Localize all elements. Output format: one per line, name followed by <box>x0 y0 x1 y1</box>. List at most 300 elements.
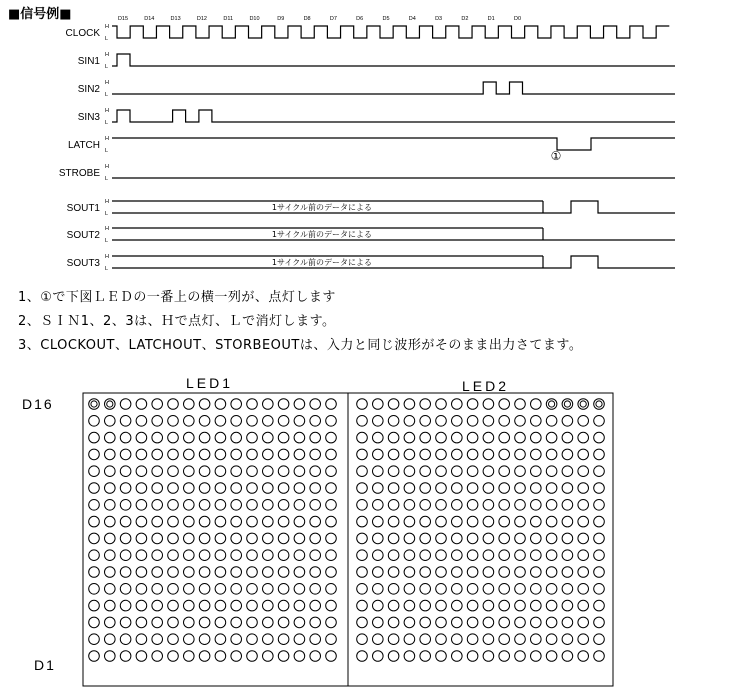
led <box>294 550 305 561</box>
led <box>373 567 384 578</box>
led <box>467 483 478 494</box>
level-high-label: H <box>105 136 109 142</box>
led <box>531 516 542 527</box>
led <box>247 567 258 578</box>
led <box>152 483 163 494</box>
led <box>483 584 494 595</box>
led <box>515 634 526 645</box>
led <box>152 516 163 527</box>
led <box>152 533 163 544</box>
led <box>357 416 368 427</box>
led <box>278 617 289 628</box>
led <box>89 533 100 544</box>
led <box>326 416 337 427</box>
led <box>562 634 573 645</box>
led <box>231 432 242 443</box>
led <box>215 466 226 477</box>
led <box>152 466 163 477</box>
led <box>263 500 274 511</box>
led <box>215 584 226 595</box>
led <box>184 483 195 494</box>
led2-panel-border <box>348 393 613 686</box>
led <box>499 533 510 544</box>
led <box>168 399 179 410</box>
led <box>184 449 195 460</box>
led <box>578 432 589 443</box>
led <box>199 617 210 628</box>
led <box>515 500 526 511</box>
level-high-label: H <box>105 80 109 86</box>
led <box>436 651 447 662</box>
led <box>499 432 510 443</box>
led <box>436 449 447 460</box>
led <box>483 533 494 544</box>
led <box>310 651 321 662</box>
led <box>578 634 589 645</box>
led <box>215 516 226 527</box>
led <box>562 449 573 460</box>
led <box>452 651 463 662</box>
level-high-label: H <box>105 108 109 114</box>
led <box>152 550 163 561</box>
clock-bit-label: D6 <box>356 16 364 22</box>
led <box>420 516 431 527</box>
led <box>546 651 557 662</box>
led <box>294 432 305 443</box>
led <box>89 617 100 628</box>
led <box>515 584 526 595</box>
led <box>420 399 431 410</box>
sin2-wave <box>112 82 675 94</box>
led <box>105 399 116 410</box>
led <box>294 617 305 628</box>
led <box>562 416 573 427</box>
led <box>247 550 258 561</box>
led <box>199 584 210 595</box>
led <box>483 416 494 427</box>
signal-label-clock: CLOCK <box>65 28 100 39</box>
led <box>578 399 589 410</box>
led <box>294 416 305 427</box>
led <box>263 416 274 427</box>
led <box>215 550 226 561</box>
led <box>467 533 478 544</box>
led <box>120 483 131 494</box>
led <box>199 533 210 544</box>
led <box>326 567 337 578</box>
led <box>152 600 163 611</box>
timing-diagram <box>0 0 740 280</box>
led <box>515 483 526 494</box>
led <box>499 567 510 578</box>
led <box>89 600 100 611</box>
led <box>278 634 289 645</box>
led <box>136 533 147 544</box>
led <box>326 634 337 645</box>
led <box>89 399 100 410</box>
led <box>168 449 179 460</box>
led <box>515 567 526 578</box>
led <box>89 449 100 460</box>
led <box>120 516 131 527</box>
led <box>247 533 258 544</box>
led <box>89 416 100 427</box>
led <box>562 500 573 511</box>
led <box>578 617 589 628</box>
led <box>388 533 399 544</box>
led <box>168 483 179 494</box>
d16-label: D16 <box>22 396 54 412</box>
clock-bit-label: D15 <box>117 16 129 22</box>
led <box>594 600 605 611</box>
led <box>199 651 210 662</box>
led <box>388 432 399 443</box>
led <box>120 567 131 578</box>
led <box>199 466 210 477</box>
led <box>531 550 542 561</box>
led <box>247 449 258 460</box>
led <box>120 399 131 410</box>
led <box>278 416 289 427</box>
led <box>420 533 431 544</box>
led <box>326 600 337 611</box>
led <box>215 483 226 494</box>
led <box>420 617 431 628</box>
led <box>373 432 384 443</box>
level-high-label: H <box>105 254 109 260</box>
led <box>515 550 526 561</box>
led <box>215 416 226 427</box>
led <box>404 432 415 443</box>
led <box>310 634 321 645</box>
led <box>136 567 147 578</box>
led <box>247 483 258 494</box>
level-low-label: L <box>105 92 109 98</box>
led <box>184 651 195 662</box>
led <box>404 516 415 527</box>
led <box>310 483 321 494</box>
led <box>531 584 542 595</box>
sin1-wave <box>112 54 675 66</box>
signal-label-strobe: STROBE <box>58 168 100 179</box>
led <box>499 399 510 410</box>
led <box>594 466 605 477</box>
led <box>388 500 399 511</box>
led <box>467 416 478 427</box>
led <box>247 416 258 427</box>
led <box>436 416 447 427</box>
led <box>278 432 289 443</box>
led <box>105 500 116 511</box>
led <box>388 550 399 561</box>
led <box>420 483 431 494</box>
led <box>294 634 305 645</box>
led <box>294 584 305 595</box>
led <box>357 567 368 578</box>
led <box>373 516 384 527</box>
led <box>420 449 431 460</box>
led <box>278 399 289 410</box>
led <box>263 399 274 410</box>
led <box>578 466 589 477</box>
level-low-label: L <box>105 36 109 42</box>
led <box>168 584 179 595</box>
led <box>483 483 494 494</box>
led <box>105 466 116 477</box>
led-lit-ring <box>549 401 555 407</box>
led <box>136 399 147 410</box>
led <box>373 617 384 628</box>
led <box>184 432 195 443</box>
led <box>105 634 116 645</box>
led <box>215 500 226 511</box>
led <box>420 432 431 443</box>
led <box>310 533 321 544</box>
led <box>247 466 258 477</box>
led <box>531 416 542 427</box>
led <box>231 416 242 427</box>
led <box>89 651 100 662</box>
level-high-label: H <box>105 24 109 30</box>
led <box>436 466 447 477</box>
led <box>357 550 368 561</box>
led <box>263 651 274 662</box>
led <box>388 416 399 427</box>
led <box>120 416 131 427</box>
led <box>105 550 116 561</box>
led <box>184 550 195 561</box>
level-low-label: L <box>105 176 109 182</box>
sout3-wave <box>543 256 675 268</box>
led <box>215 600 226 611</box>
led <box>578 449 589 460</box>
led <box>436 500 447 511</box>
led <box>326 483 337 494</box>
led <box>499 634 510 645</box>
led <box>404 600 415 611</box>
led <box>546 432 557 443</box>
led <box>136 449 147 460</box>
led <box>404 533 415 544</box>
led <box>231 533 242 544</box>
led <box>420 651 431 662</box>
led <box>152 449 163 460</box>
led <box>168 533 179 544</box>
led <box>531 399 542 410</box>
led <box>467 500 478 511</box>
signal-label-sout1: SOUT1 <box>66 203 100 214</box>
led <box>467 584 478 595</box>
led <box>136 432 147 443</box>
led <box>184 416 195 427</box>
led <box>263 600 274 611</box>
led <box>136 466 147 477</box>
led <box>578 516 589 527</box>
led <box>388 449 399 460</box>
led1-panel-border <box>83 393 348 686</box>
led <box>515 449 526 460</box>
led <box>357 584 368 595</box>
signal-label-sin1: SIN1 <box>77 56 100 67</box>
led <box>436 432 447 443</box>
led <box>562 550 573 561</box>
led <box>231 584 242 595</box>
led <box>499 617 510 628</box>
led <box>388 584 399 595</box>
led <box>452 432 463 443</box>
led <box>546 550 557 561</box>
note-1: 1、①で下図ＬＥＤの一番上の横一列が、点灯します <box>18 290 336 305</box>
led <box>562 466 573 477</box>
led <box>231 449 242 460</box>
led <box>373 500 384 511</box>
led <box>247 500 258 511</box>
led <box>594 567 605 578</box>
level-low-label: L <box>105 148 109 154</box>
level-high-label: H <box>105 164 109 170</box>
level-high-label: H <box>105 226 109 232</box>
led <box>562 399 573 410</box>
led <box>452 634 463 645</box>
led <box>120 500 131 511</box>
led <box>499 600 510 611</box>
led <box>294 399 305 410</box>
led <box>594 634 605 645</box>
led <box>436 399 447 410</box>
led <box>105 449 116 460</box>
led <box>515 416 526 427</box>
led <box>404 500 415 511</box>
led <box>594 432 605 443</box>
led <box>326 584 337 595</box>
clock-bit-label: D13 <box>170 16 181 22</box>
led <box>310 432 321 443</box>
led1-label: LED1 <box>186 375 234 391</box>
led <box>120 533 131 544</box>
led <box>373 634 384 645</box>
led <box>89 516 100 527</box>
led <box>231 567 242 578</box>
led <box>404 617 415 628</box>
led <box>483 617 494 628</box>
led <box>483 466 494 477</box>
led <box>499 516 510 527</box>
clock-bit-label: D4 <box>408 16 416 22</box>
led <box>388 483 399 494</box>
led <box>388 600 399 611</box>
led <box>483 634 494 645</box>
led <box>546 567 557 578</box>
led <box>452 533 463 544</box>
led <box>263 466 274 477</box>
led <box>499 500 510 511</box>
led <box>263 449 274 460</box>
led <box>452 617 463 628</box>
signal-label-sout2: SOUT2 <box>66 230 100 241</box>
led <box>357 399 368 410</box>
led <box>120 466 131 477</box>
led <box>452 449 463 460</box>
led <box>310 567 321 578</box>
led <box>89 500 100 511</box>
led <box>310 550 321 561</box>
led <box>215 449 226 460</box>
led <box>326 399 337 410</box>
led <box>326 533 337 544</box>
led <box>310 416 321 427</box>
led <box>515 651 526 662</box>
led <box>562 567 573 578</box>
led <box>199 416 210 427</box>
led <box>310 500 321 511</box>
led <box>120 432 131 443</box>
led <box>404 584 415 595</box>
led <box>310 399 321 410</box>
led <box>105 533 116 544</box>
led <box>184 584 195 595</box>
led <box>231 600 242 611</box>
led <box>499 651 510 662</box>
sout1-wave <box>543 201 675 213</box>
led <box>168 416 179 427</box>
led <box>436 617 447 628</box>
led <box>404 634 415 645</box>
led <box>152 500 163 511</box>
led <box>546 600 557 611</box>
led <box>199 399 210 410</box>
led <box>310 600 321 611</box>
led <box>373 600 384 611</box>
led <box>373 466 384 477</box>
led <box>215 567 226 578</box>
led <box>531 617 542 628</box>
led <box>594 550 605 561</box>
led <box>388 567 399 578</box>
led <box>120 600 131 611</box>
led <box>215 617 226 628</box>
led <box>357 466 368 477</box>
led <box>404 416 415 427</box>
signal-label-latch: LATCH <box>67 140 100 151</box>
led <box>420 500 431 511</box>
led <box>168 600 179 611</box>
led <box>152 416 163 427</box>
led <box>483 449 494 460</box>
led <box>357 483 368 494</box>
led <box>310 516 321 527</box>
led-lit-ring <box>580 401 586 407</box>
led <box>247 584 258 595</box>
led <box>326 500 337 511</box>
led <box>247 651 258 662</box>
led <box>562 483 573 494</box>
led <box>310 466 321 477</box>
led <box>531 500 542 511</box>
led <box>247 634 258 645</box>
led <box>152 399 163 410</box>
led <box>388 617 399 628</box>
led <box>531 634 542 645</box>
clock-bit-label: D14 <box>144 16 155 22</box>
led <box>89 483 100 494</box>
led <box>184 600 195 611</box>
latch-marker: ① <box>550 149 562 163</box>
led <box>89 550 100 561</box>
led <box>184 466 195 477</box>
clock-bit-label: D3 <box>435 16 443 22</box>
led <box>136 483 147 494</box>
led <box>373 399 384 410</box>
